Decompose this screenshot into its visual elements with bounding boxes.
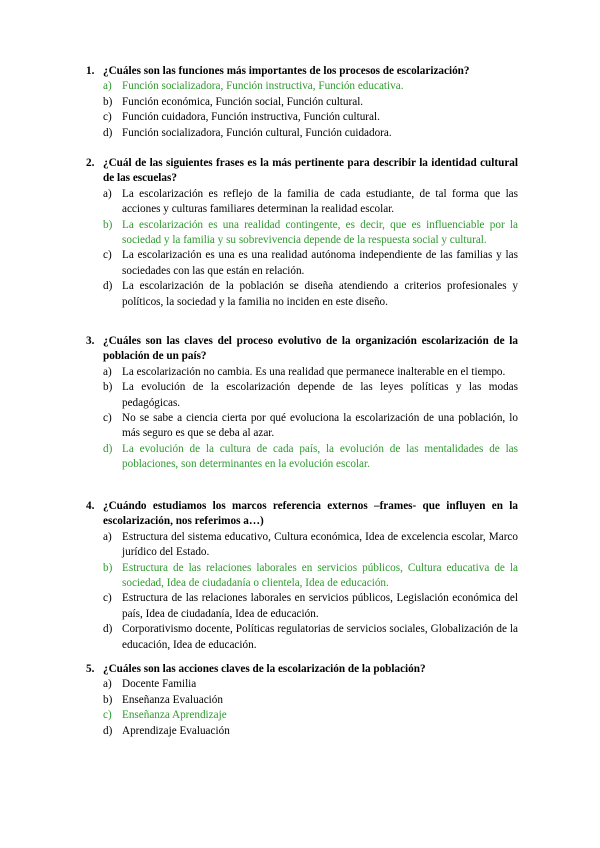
question-number: 4. [86,500,95,512]
question-block [86,156,518,310]
option-letter: d) [103,724,113,737]
option-text: La escolarización de la población se diseña atendiendo a criterios profesionales y políticos, la sociedad y la familia no inciden en este diseño. [122,280,518,308]
option-list [103,187,518,310]
option-item [103,724,518,739]
question-text: ¿Cuáles son las claves del proceso evolutivo de la organización escolarización de la población de un país? [103,335,518,363]
option-text: Función socializadora, Función cultural, Función cuidadora. [122,126,392,139]
option-item [103,561,518,592]
option-letter: c) [103,592,112,605]
option-text: Estructura del sistema educativo, Cultura económica, Idea de excelencia escolar, Marco jurídico del Estado. [122,530,518,559]
option-item [103,79,518,94]
option-letter: b) [103,218,113,231]
option-item [103,442,518,473]
question-text: ¿Cuáles son las acciones claves de la escolarización de la población? [103,663,426,675]
option-item [103,126,518,141]
option-text: Enseñanza Evaluación [122,693,223,706]
option-list [103,677,518,739]
option-item [103,218,518,249]
option-letter: c) [103,249,112,262]
option-list [103,79,518,141]
option-text: Función económica, Función social, Función cultural. [122,95,364,108]
question-number: 3. [86,335,95,347]
question-number: 5. [86,663,95,675]
question-text: ¿Cuáles son las funciones más importantes de los procesos de escolarización? [103,65,470,77]
option-text: La evolución de la escolarización depende de las leyes políticas y las modas pedagógicas. [122,381,518,409]
option-text: Aprendizaje Evaluación [122,724,230,737]
option-text: Función socializadora, Función instructiva, Función educativa. [122,80,404,93]
option-item [103,110,518,125]
option-item [103,622,518,653]
question-text: ¿Cuándo estudiamos los marcos referencia externos –frames- que influyen en la escolarización, nos referimos a…) [103,500,518,528]
option-letter: b) [103,381,113,394]
option-letter: b) [103,95,113,108]
option-letter: a) [103,80,112,93]
option-item [103,95,518,110]
option-letter: d) [103,280,113,293]
question-number: 2. [86,157,95,169]
option-text: No se sabe a ciencia cierta por qué evoluciona la escolarización de una población, lo más seguro es que se deba al azar. [122,412,518,440]
question-block [86,662,518,739]
option-text: Docente Familia [122,678,197,691]
option-item [103,693,518,708]
option-letter: a) [103,678,112,691]
question-block [86,499,518,653]
option-item [103,187,518,218]
option-text: La escolarización no cambia. Es una realidad que permanece inalterable en el tiempo. [122,365,506,378]
question-block [86,64,518,141]
option-item [103,591,518,622]
option-text: La evolución de la cultura de cada país, la evolución de las mentalidades de las poblaciones, son determinantes en la evolución escolar. [122,442,518,471]
option-letter: d) [103,442,113,455]
option-letter: b) [103,693,113,706]
option-letter: b) [103,561,113,574]
question-number: 1. [86,65,95,77]
option-text: Estructura de las relaciones laborales en servicios públicos, Cultura educativa de la sociedad, Idea de ciudadanía o clientela, Idea de educación. [122,561,518,590]
option-list [103,365,518,473]
option-text: La escolarización es una es una realidad autónoma independiente de las familias y las sociedades con las que están en relación. [122,249,518,277]
option-item [103,380,518,411]
option-item [103,411,518,442]
option-text: Función cuidadora, Función instructiva, Función cultural. [122,111,380,124]
option-item [103,677,518,692]
option-letter: a) [103,187,112,200]
option-text: La escolarización es una realidad contingente, es decir, que es influenciable por la sociedad y la familia y su sobrevivencia depende de la respuesta social y cultural. [122,218,518,247]
question-text: ¿Cuál de las siguientes frases es la más pertinente para describir la identidad cultural de las escuelas? [103,157,518,185]
option-letter: d) [103,623,113,636]
question-block [86,334,518,473]
option-item [103,279,518,310]
option-letter: c) [103,709,112,722]
option-letter: a) [103,365,112,378]
option-text: Enseñanza Aprendizaje [122,709,227,722]
option-text: Estructura de las relaciones laborales en servicios públicos, Legislación económica del país, Idea de ciudadanía, Idea de educación. [122,592,518,620]
option-list [103,530,518,653]
option-letter: c) [103,111,112,124]
option-text: La escolarización es reflejo de la familia de cada estudiante, de tal forma que las acciones y culturas familiares determinan la realidad escolar. [122,187,518,216]
option-letter: a) [103,530,112,543]
option-letter: d) [103,126,113,139]
option-item [103,365,518,380]
option-item [103,530,518,561]
option-letter: c) [103,412,112,425]
option-item [103,708,518,723]
option-item [103,248,518,279]
option-text: Corporativismo docente, Políticas regulatorias de servicios sociales, Globalización de la educación, Idea de educación. [122,623,518,651]
